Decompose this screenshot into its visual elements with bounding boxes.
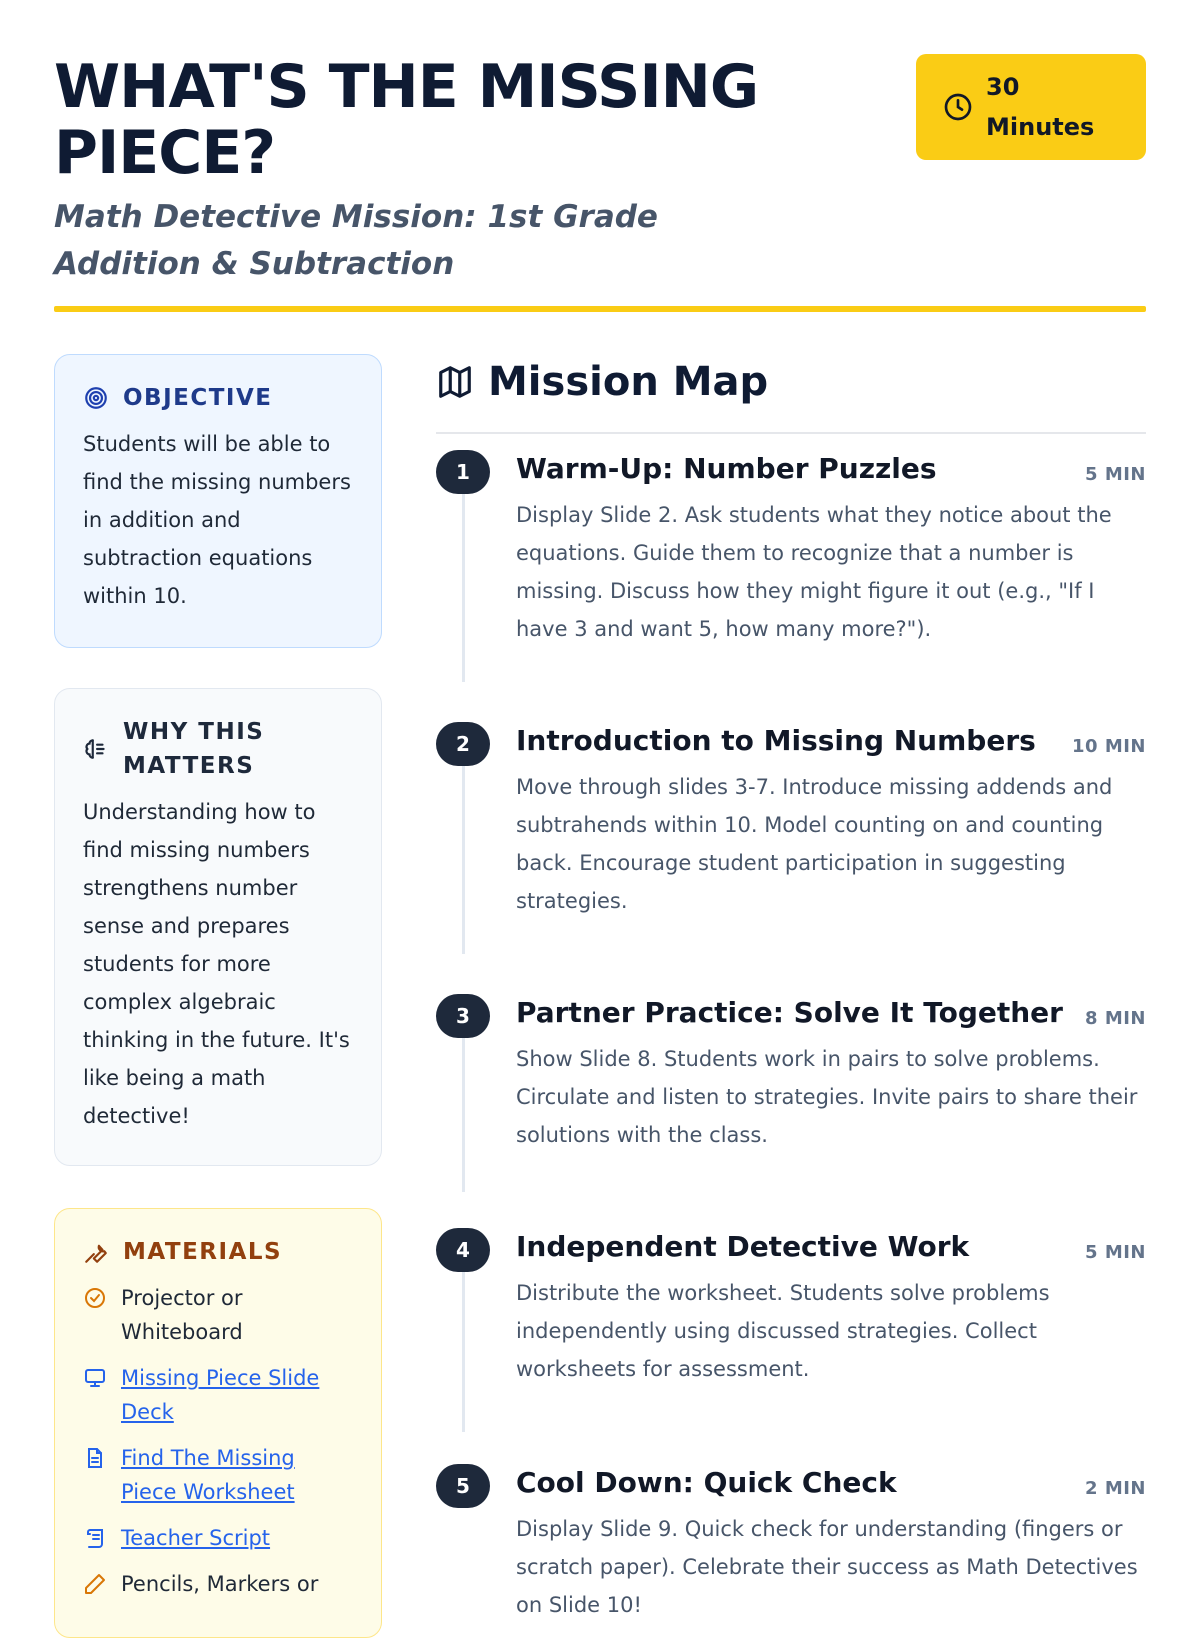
step-description: Move through slides 3-7. Introduce missing addends and subtrahends within 10. Model counting on and counting back. Encourage student participation in suggesting strategies.	[516, 775, 1113, 913]
material-item[interactable]	[83, 1361, 353, 1429]
step-number: 2	[436, 722, 490, 766]
monitor-icon	[83, 1366, 107, 1390]
why-card	[54, 688, 382, 1166]
mission-map	[436, 354, 1146, 1617]
objective-card	[54, 354, 382, 648]
why-label: WHY THIS MATTERS	[123, 719, 265, 779]
timeline-line	[462, 1272, 465, 1432]
page-title: WHAT'S THE MISSING PIECE?	[54, 52, 759, 188]
step-number: 1	[436, 450, 490, 494]
materials-list	[83, 1281, 353, 1601]
materials-card	[54, 1208, 382, 1638]
objective-label: OBJECTIVE	[123, 385, 273, 411]
duration-badge	[916, 54, 1146, 160]
material-text: Pencils, Markers or	[121, 1572, 319, 1596]
teacher-script-link[interactable]: Teacher Script	[121, 1526, 271, 1550]
step-description: Show Slide 8. Students work in pairs to solve problems. Circulate and listen to strategies. Invite pairs to share their solutions with the class.	[516, 1047, 1138, 1147]
check-circle-icon	[83, 1286, 107, 1310]
pencil-icon	[83, 1572, 107, 1596]
map-icon	[436, 363, 474, 401]
why-text: Understanding how to find missing numbers strengthens number sense and prepares students for more complex algebraic thinking in the future. It's like being a math detective!	[83, 800, 350, 1128]
mission-map-title: Mission Map	[488, 359, 769, 405]
step-number: 3	[436, 994, 490, 1038]
step-number: 4	[436, 1228, 490, 1272]
step-duration: 8 MIN	[1085, 1008, 1146, 1029]
material-text: Projector or Whiteboard	[121, 1286, 243, 1344]
slide-deck-link[interactable]: Missing Piece Slide Deck	[121, 1366, 320, 1424]
duration-text: 30 Minutes	[986, 73, 1095, 141]
timeline-line	[462, 766, 465, 954]
mission-map-divider	[436, 432, 1146, 434]
script-icon	[83, 1526, 107, 1550]
step-title: Independent Detective Work	[516, 1230, 970, 1263]
step-title: Partner Practice: Solve It Together	[516, 996, 1063, 1029]
step-description: Display Slide 9. Quick check for understanding (fingers or scratch paper). Celebrate their success as Math Detectives on Slide 10!	[516, 1517, 1138, 1617]
wrench-icon	[83, 1239, 109, 1265]
objective-text: Students will be able to find the missing numbers in addition and subtraction equations within 10.	[83, 432, 351, 608]
step-duration: 5 MIN	[1085, 1242, 1146, 1263]
step-title: Cool Down: Quick Check	[516, 1466, 897, 1499]
target-icon	[83, 385, 109, 411]
step-duration: 10 MIN	[1072, 736, 1146, 757]
step-title: Introduction to Missing Numbers	[516, 724, 1036, 757]
page-subtitle: Math Detective Mission: 1st Grade Addition & Subtraction	[54, 199, 658, 282]
materials-label: MATERIALS	[123, 1239, 283, 1265]
header-divider	[54, 306, 1146, 312]
step-title: Warm-Up: Number Puzzles	[516, 452, 937, 485]
worksheet-link[interactable]: Find The Missing Piece Worksheet	[121, 1446, 295, 1504]
step-duration: 5 MIN	[1085, 464, 1146, 485]
header	[54, 54, 1146, 288]
material-item	[83, 1281, 353, 1349]
timeline-line	[462, 494, 465, 682]
step-description: Display Slide 2. Ask students what they notice about the equations. Guide them to recognize that a number is missing. Discuss how they might figure it out (e.g., "If I have 3 and want 5, how many more?").	[516, 503, 1112, 641]
step-duration: 2 MIN	[1085, 1478, 1146, 1499]
material-item[interactable]	[83, 1441, 353, 1509]
material-item[interactable]	[83, 1521, 353, 1555]
step-number: 5	[436, 1464, 490, 1508]
file-icon	[83, 1446, 107, 1470]
material-item	[83, 1567, 353, 1601]
timeline-line	[462, 1038, 465, 1192]
brain-icon	[83, 736, 109, 762]
step-description: Distribute the worksheet. Students solve problems independently using discussed strategies. Collect worksheets for assessment.	[516, 1281, 1050, 1381]
clock-icon	[942, 91, 974, 123]
